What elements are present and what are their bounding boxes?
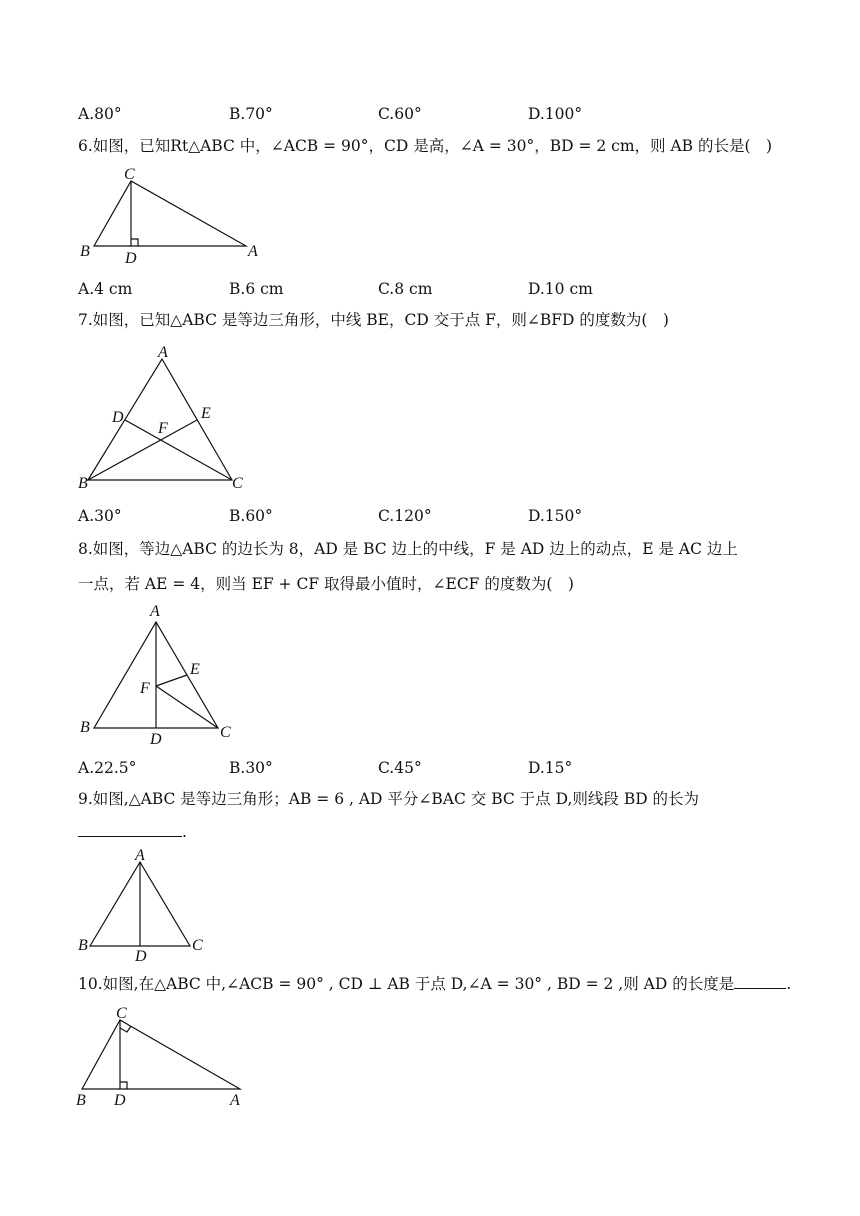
- q7-median-be: [88, 420, 197, 480]
- q7-label-a: A: [158, 344, 168, 361]
- q10-right-angle-mark-c: [120, 1026, 131, 1032]
- q6-option-d: D.10 cm: [528, 280, 593, 298]
- q5-options: [78, 105, 778, 125]
- q9-stem: 9.如图,△ABC 是等边三角形；AB = 6 , AD 平分∠BAC 交 BC 于点 D,则线段 BD 的长为: [78, 790, 700, 808]
- q7-option-a: A.30°: [78, 507, 122, 525]
- q9-answer-blank: [78, 822, 182, 837]
- q10-figure: [74, 1002, 254, 1112]
- q6-figure: [76, 164, 266, 268]
- q6-options: [78, 280, 778, 300]
- q7-label-d: D: [112, 409, 124, 426]
- q8-label-f: F: [140, 680, 150, 697]
- q9-label-c: C: [192, 937, 203, 954]
- q7-option-c: C.120°: [378, 507, 432, 525]
- q7-option-d: D.150°: [528, 507, 583, 525]
- q7-label-f: F: [158, 420, 168, 437]
- q9-label-d: D: [135, 948, 147, 962]
- q8-option-b: B.30°: [229, 759, 273, 777]
- q6-label-d: D: [125, 250, 137, 267]
- q7-option-b: B.60°: [229, 507, 273, 525]
- q8-label-b: B: [80, 719, 90, 736]
- q8-label-c: C: [220, 724, 231, 741]
- q8-option-c: C.45°: [378, 759, 422, 777]
- q9-tail: .: [182, 823, 187, 841]
- q6-label-c: C: [124, 166, 135, 183]
- q7-label-b: B: [78, 475, 88, 492]
- q9-answer-line: [78, 822, 187, 842]
- q5-option-c: C.60°: [378, 105, 422, 123]
- q9-figure: [74, 846, 214, 962]
- q5-option-b: B.70°: [229, 105, 273, 123]
- q5-option-d: D.100°: [528, 105, 583, 123]
- q10-label-a: A: [230, 1092, 240, 1109]
- q10-right-angle-mark-d: [120, 1082, 127, 1089]
- q10-answer-blank: [734, 974, 786, 989]
- q7-options: [78, 507, 778, 527]
- q10-label-d: D: [114, 1092, 126, 1109]
- q7-median-cd: [125, 420, 232, 480]
- q10-triangle: [82, 1020, 240, 1089]
- q6-stem: 6.如图，已知Rt△ABC 中，∠ACB = 90°，CD 是高，∠A = 30°，BD = 2 cm，则 AB 的长是( ): [78, 137, 773, 155]
- q6-option-b: B.6 cm: [229, 280, 284, 298]
- q7-stem: 7.如图，已知△ABC 是等边三角形，中线 BE，CD 交于点 F，则∠BFD 的度数为( ): [78, 311, 669, 329]
- q8-label-e: E: [190, 661, 200, 678]
- q8-stem-line2: 一点，若 AE = 4，则当 EF + CF 取得最小值时，∠ECF 的度数为( ): [78, 575, 574, 593]
- q8-figure: [74, 600, 244, 750]
- q10-tail: .: [786, 975, 792, 993]
- q10-label-c: C: [116, 1005, 127, 1022]
- q6-option-c: C.8 cm: [378, 280, 433, 298]
- q7-label-c: C: [232, 475, 243, 492]
- q6-option-a: A.4 cm: [78, 280, 133, 298]
- q6-triangle: [94, 181, 246, 246]
- q8-segment-fc: [156, 686, 218, 728]
- q7-figure: [74, 340, 260, 494]
- q10-label-b: B: [76, 1092, 86, 1109]
- q8-label-a: A: [150, 603, 160, 620]
- q8-label-d: D: [150, 731, 162, 748]
- q9-label-a: A: [135, 847, 145, 864]
- q6-label-b: B: [80, 243, 90, 260]
- q8-stem-line1: 8.如图，等边△ABC 的边长为 8，AD 是 BC 边上的中线，F 是 AD 边上的动点，E 是 AC 边上: [78, 540, 738, 558]
- q7-label-e: E: [201, 405, 211, 422]
- q8-option-a: A.22.5°: [78, 759, 137, 777]
- q8-option-d: D.15°: [528, 759, 573, 777]
- q6-right-angle-mark: [131, 239, 138, 246]
- q6-label-a: A: [248, 243, 258, 260]
- q10-stem: 10.如图,在△ABC 中,∠ACB = 90° , CD ⊥ AB 于点 D,∠A = 30° , BD = 2 ,则 AD 的长度是: [78, 975, 735, 993]
- q9-label-b: B: [78, 937, 88, 954]
- q10-stem-line: [78, 974, 791, 994]
- q8-segment-fe: [156, 675, 187, 686]
- q8-options: [78, 759, 778, 779]
- q5-option-a: A.80°: [78, 105, 122, 123]
